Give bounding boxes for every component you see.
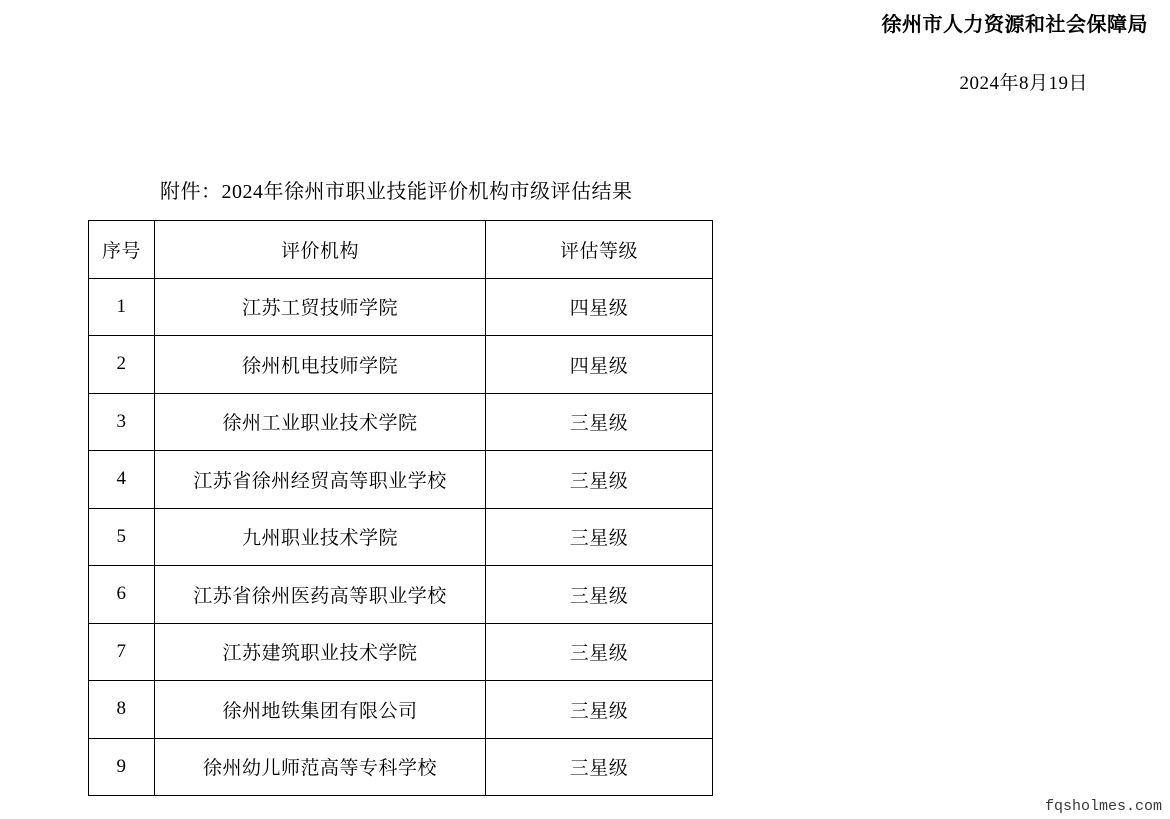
- table-row: [89, 566, 713, 624]
- table-row: [89, 451, 713, 509]
- table-row: [89, 738, 713, 796]
- cell-grade: 四星级: [486, 278, 713, 336]
- issuing-authority: 徐州市人力资源和社会保障局: [881, 14, 1148, 36]
- cell-organization: 徐州地铁集团有限公司: [155, 681, 486, 739]
- column-header-index: 序号: [89, 221, 155, 279]
- cell-index: 9: [89, 738, 155, 796]
- cell-organization: 江苏工贸技师学院: [155, 278, 486, 336]
- issue-date: 2024年8月19日: [959, 73, 1088, 94]
- cell-index: 8: [89, 681, 155, 739]
- cell-organization: 江苏省徐州医药高等职业学校: [155, 566, 486, 624]
- cell-organization: 徐州工业职业技术学院: [155, 393, 486, 451]
- cell-index: 2: [89, 336, 155, 394]
- table-header: [89, 221, 713, 279]
- table-body: [89, 278, 713, 796]
- cell-grade: 三星级: [486, 681, 713, 739]
- cell-index: 3: [89, 393, 155, 451]
- cell-grade: 三星级: [486, 623, 713, 681]
- table-row: [89, 508, 713, 566]
- attachment-title: 附件：2024年徐州市职业技能评价机构市级评估结果: [160, 181, 633, 203]
- cell-index: 6: [89, 566, 155, 624]
- cell-organization: 江苏省徐州经贸高等职业学校: [155, 451, 486, 509]
- cell-grade: 四星级: [486, 336, 713, 394]
- watermark: fqsholmes.com: [1044, 798, 1162, 815]
- cell-grade: 三星级: [486, 566, 713, 624]
- table-row: [89, 681, 713, 739]
- cell-organization: 江苏建筑职业技术学院: [155, 623, 486, 681]
- evaluation-results-table: [88, 220, 713, 796]
- table-row: [89, 336, 713, 394]
- table-row: [89, 623, 713, 681]
- cell-grade: 三星级: [486, 738, 713, 796]
- cell-organization: 九州职业技术学院: [155, 508, 486, 566]
- cell-grade: 三星级: [486, 508, 713, 566]
- table-header-row: [89, 221, 713, 279]
- table-row: [89, 278, 713, 336]
- cell-organization: 徐州幼儿师范高等专科学校: [155, 738, 486, 796]
- cell-index: 1: [89, 278, 155, 336]
- cell-organization: 徐州机电技师学院: [155, 336, 486, 394]
- cell-index: 4: [89, 451, 155, 509]
- cell-index: 7: [89, 623, 155, 681]
- table-row: [89, 393, 713, 451]
- cell-grade: 三星级: [486, 451, 713, 509]
- column-header-grade: 评估等级: [486, 221, 713, 279]
- column-header-organization: 评价机构: [155, 221, 486, 279]
- cell-index: 5: [89, 508, 155, 566]
- cell-grade: 三星级: [486, 393, 713, 451]
